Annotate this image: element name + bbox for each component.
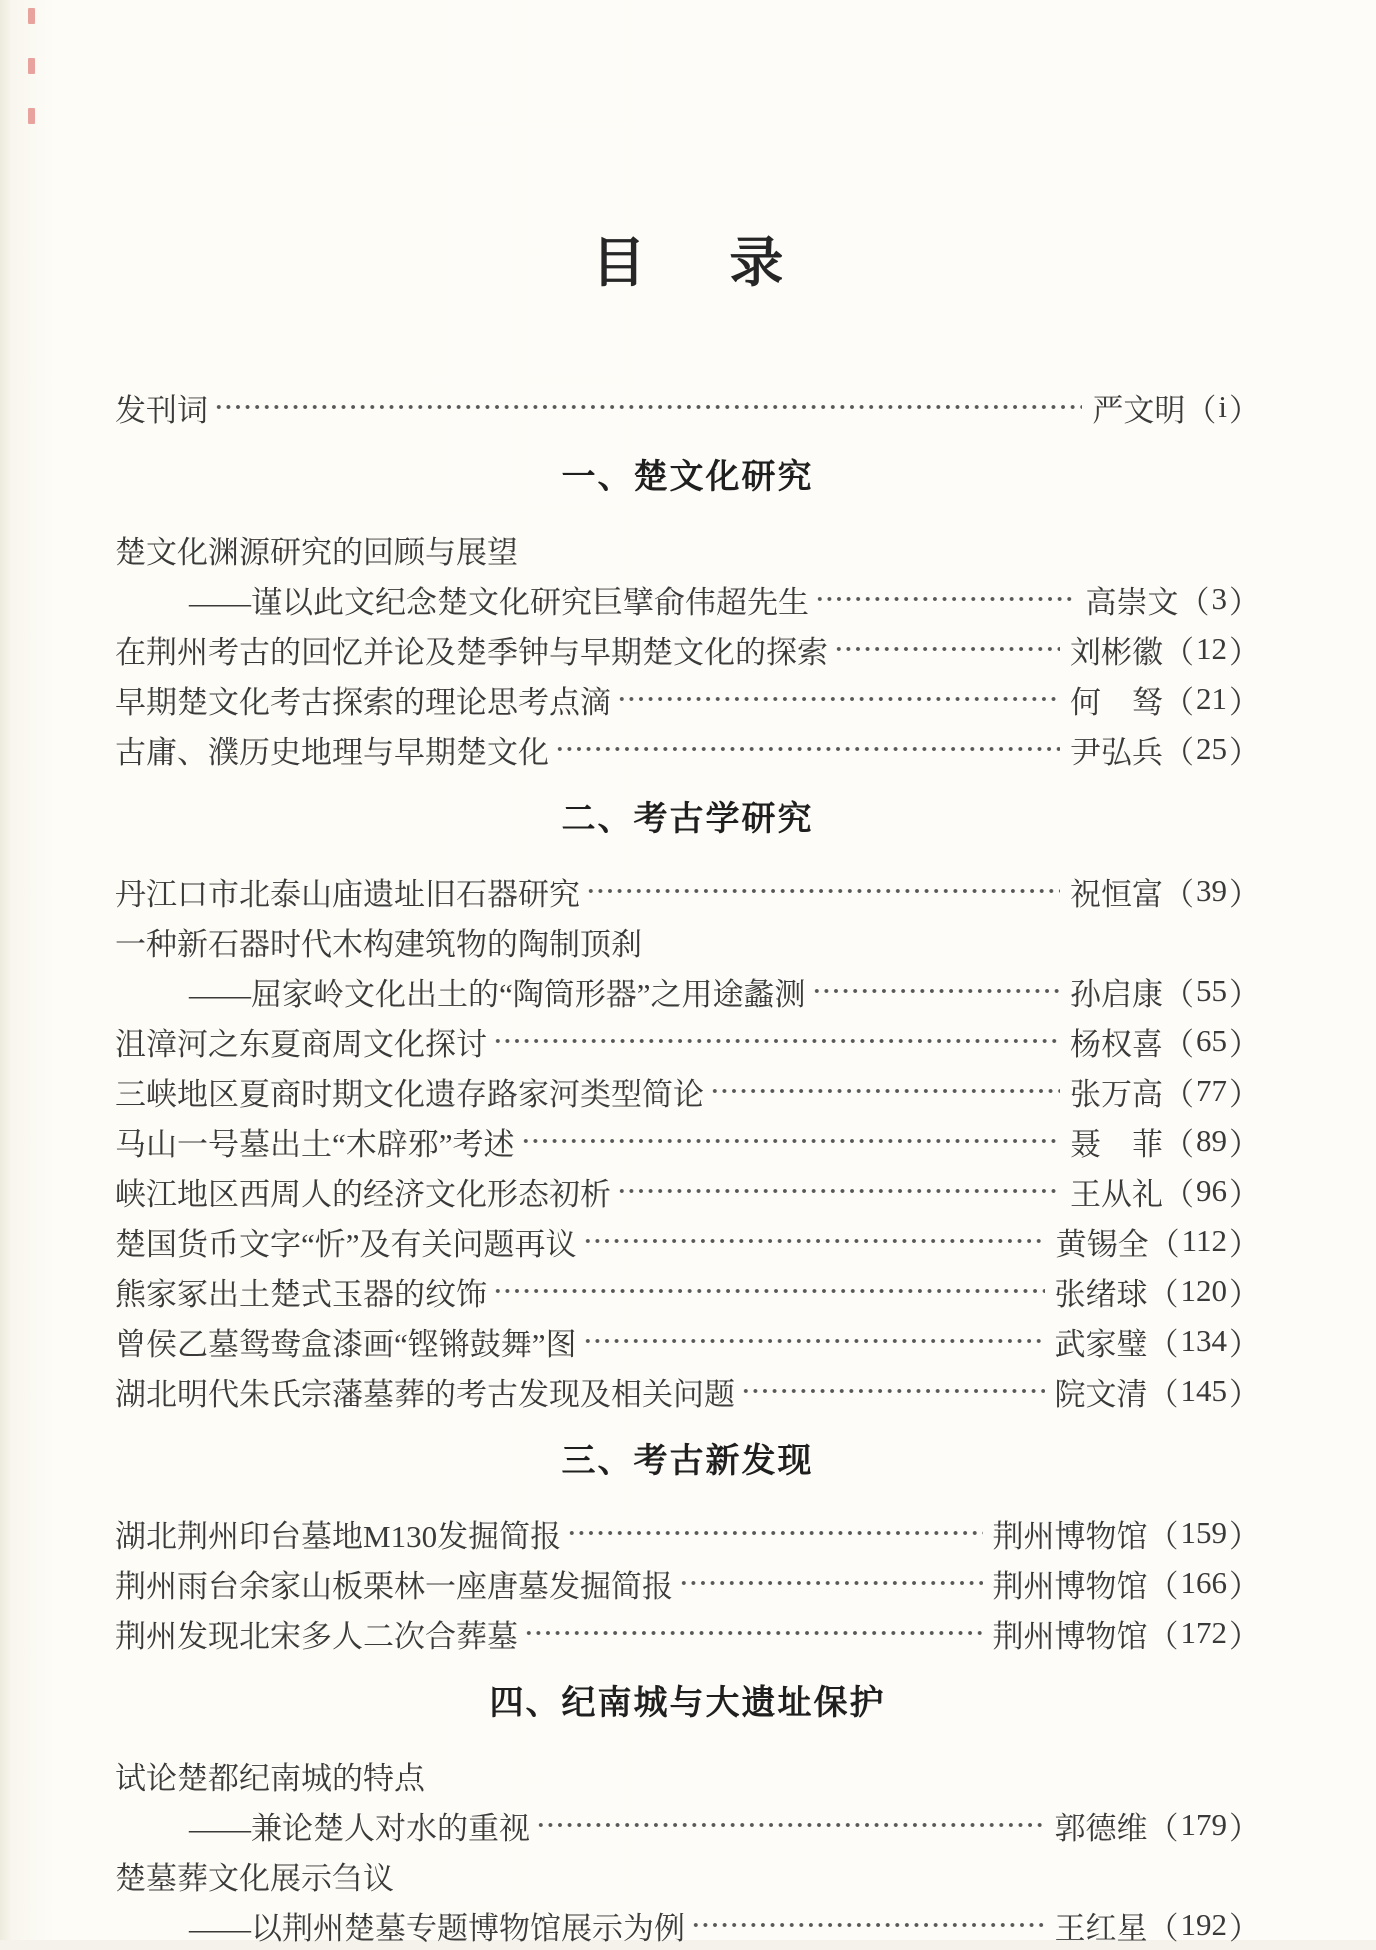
page-paren-open: （	[1185, 392, 1217, 428]
page-paren-close: ）	[1229, 876, 1260, 912]
entry-page	[1149, 1219, 1260, 1264]
entry-author: 张万高	[1070, 1076, 1163, 1112]
toc-entry	[115, 1066, 1260, 1116]
toc-entry	[115, 524, 1260, 574]
page-paren-close: ）	[1229, 1618, 1260, 1654]
entry-title: ——以荆州楚墓专题博物馆展示为例	[189, 1910, 685, 1946]
page-paren-open: （	[1163, 976, 1194, 1012]
entry-author: 院文清	[1054, 1376, 1148, 1412]
entry-author: 王从礼	[1070, 1176, 1163, 1212]
page-paren-close: ）	[1229, 1326, 1260, 1362]
entry-page	[1163, 1069, 1260, 1114]
toc-entry	[115, 1800, 1260, 1850]
dot-leader	[493, 1266, 1045, 1316]
page-paren-close: ）	[1229, 1176, 1260, 1212]
dot-leader	[214, 382, 1082, 432]
entry-author: 刘彬徽	[1070, 634, 1163, 670]
page-title: 目录	[591, 233, 868, 293]
entry-page	[1163, 969, 1260, 1014]
toc-entry	[115, 1116, 1260, 1166]
section-heading-label: 二、考古学研究	[561, 800, 814, 838]
entry-author: 孙启康	[1070, 976, 1163, 1012]
entry-title: 试论楚都纪南城的特点	[115, 1760, 425, 1796]
entry-title: 荆州雨台余家山板栗林一座唐墓发掘简报	[115, 1568, 673, 1604]
dot-leader	[521, 1116, 1060, 1166]
page-paren-open: （	[1147, 1910, 1179, 1946]
section-heading-label: 三、考古新发现	[561, 1442, 814, 1480]
entry-page-number: 159	[1180, 1515, 1227, 1550]
entry-author: 黄锡全	[1055, 1226, 1149, 1262]
page-paren-open: （	[1163, 734, 1194, 770]
entry-author: 王红星	[1054, 1910, 1148, 1946]
page-paren-open: （	[1163, 684, 1194, 720]
entry-author: 武家璧	[1054, 1326, 1148, 1362]
entry-page-number: 112	[1181, 1223, 1227, 1258]
toc-entry	[115, 624, 1260, 674]
page-paren-close: ）	[1229, 1810, 1260, 1846]
entry-author: 荆州博物馆	[992, 1568, 1148, 1604]
entry-page-number: 172	[1180, 1615, 1227, 1650]
page-paren-close: ）	[1229, 1910, 1260, 1946]
page-paren-close: ）	[1229, 1568, 1260, 1604]
toc-entry	[115, 674, 1260, 724]
page-paren-close: ）	[1229, 734, 1260, 770]
entry-title: 楚墓葬文化展示刍议	[115, 1860, 394, 1896]
entry-author: 郭德维	[1054, 1810, 1148, 1846]
entry-author: 荆州博物馆	[992, 1518, 1148, 1554]
entry-title: 一种新石器时代木构建筑物的陶制顶刹	[115, 926, 642, 962]
toc-entry	[115, 966, 1260, 1016]
entry-title: 丹江口市北泰山庙遗址旧石器研究	[115, 876, 580, 912]
entry-page	[1179, 577, 1261, 622]
entry-page	[1148, 1561, 1261, 1606]
entry-title: ——兼论楚人对水的重视	[189, 1810, 530, 1846]
page-paren-open: （	[1147, 1618, 1179, 1654]
page-paren-open: （	[1147, 1518, 1179, 1554]
page-paren-open: （	[1148, 1226, 1180, 1262]
page-paren-open: （	[1163, 1026, 1194, 1062]
entry-title: 发刊词	[115, 392, 208, 428]
entry-page-number: 55	[1196, 973, 1227, 1008]
toc-entry	[115, 1900, 1260, 1950]
page-paren-open: （	[1163, 1176, 1194, 1212]
page-paren-close: ）	[1229, 1126, 1260, 1162]
entry-author: 杨权喜	[1070, 1026, 1163, 1062]
entry-title: 湖北荆州印台墓地M130发掘简报	[115, 1518, 562, 1554]
entry-author: 聂 菲	[1070, 1126, 1163, 1162]
page-paren-close: ）	[1229, 1518, 1260, 1554]
page-paren-close: ）	[1229, 584, 1260, 620]
entry-page	[1163, 1169, 1260, 1214]
entry-page-number: 25	[1196, 731, 1227, 766]
page-paren-open: （	[1147, 1810, 1179, 1846]
toc-entry	[115, 866, 1260, 916]
toc-entry	[115, 1166, 1260, 1216]
entry-page	[1148, 1369, 1261, 1414]
page-paren-close: ）	[1229, 634, 1260, 670]
dot-leader	[691, 1900, 1045, 1950]
entry-author: 张绪球	[1054, 1276, 1148, 1312]
toc-entry	[115, 574, 1260, 624]
dot-leader	[679, 1558, 983, 1608]
page-paren-close: ）	[1229, 392, 1260, 428]
dot-leader	[710, 1066, 1060, 1116]
entry-author: 严文明	[1092, 392, 1186, 428]
page-paren-open: （	[1163, 1126, 1194, 1162]
entry-title: ——屈家岭文化出土的“陶筒形器”之用途蠡测	[189, 976, 806, 1012]
dot-leader	[586, 866, 1060, 916]
entry-page-number: 145	[1180, 1373, 1227, 1408]
page-paren-open: （	[1147, 1326, 1179, 1362]
section-heading	[115, 458, 1260, 496]
entry-page	[1163, 677, 1260, 722]
page-paren-close: ）	[1229, 1276, 1260, 1312]
entry-page	[1163, 627, 1260, 672]
entry-title: ——谨以此文纪念楚文化研究巨擘俞伟超先生	[189, 584, 809, 620]
page-paren-open: （	[1178, 584, 1210, 620]
entry-page	[1148, 1511, 1261, 1556]
toc-entry	[115, 1508, 1260, 1558]
entry-title: 在荆州考古的回忆并论及楚季钟与早期楚文化的探索	[115, 634, 828, 670]
entry-page-number: 39	[1196, 873, 1227, 908]
entry-page-number: 65	[1196, 1023, 1227, 1058]
entry-title: 曾侯乙墓鸳鸯盒漆画“铿锵鼓舞”图	[115, 1326, 577, 1362]
page-paren-close: ）	[1229, 1076, 1260, 1112]
entry-page-number: 120	[1180, 1273, 1227, 1308]
toc-entry	[115, 1266, 1260, 1316]
dot-leader	[536, 1800, 1045, 1850]
page-paren-close: ）	[1229, 684, 1260, 720]
section-heading	[115, 1684, 1260, 1722]
entry-page-number: 89	[1196, 1123, 1227, 1158]
entry-page-number: 166	[1180, 1565, 1227, 1600]
dot-leader	[493, 1016, 1060, 1066]
page-paren-open: （	[1147, 1276, 1179, 1312]
dot-leader	[741, 1366, 1045, 1416]
page-paren-open: （	[1163, 876, 1194, 912]
page-paren-close: ）	[1229, 1226, 1260, 1262]
dot-leader	[617, 1166, 1060, 1216]
dot-leader	[524, 1608, 983, 1658]
entry-title: 荆州发现北宋多人二次合葬墓	[115, 1618, 518, 1654]
toc-entry	[115, 724, 1260, 774]
entry-page-number: 3	[1211, 581, 1227, 616]
entry-title: 早期楚文化考古探索的理论思考点滴	[115, 684, 611, 720]
entry-page-number: 21	[1196, 681, 1227, 716]
dot-leader	[567, 1508, 982, 1558]
entry-title: 三峡地区夏商时期文化遗存路家河类型简论	[115, 1076, 704, 1112]
entry-title: 湖北明代朱氏宗藩墓葬的考古发现及相关问题	[115, 1376, 735, 1412]
toc-entry	[115, 1850, 1260, 1900]
toc-entry	[115, 1750, 1260, 1800]
entry-page-number: 192	[1180, 1907, 1227, 1942]
dot-leader	[815, 574, 1076, 624]
dot-leader	[555, 724, 1060, 774]
entry-author: 尹弘兵	[1070, 734, 1163, 770]
toc-entry	[115, 1016, 1260, 1066]
entry-page	[1163, 1119, 1260, 1164]
page-paren-close: ）	[1229, 1026, 1260, 1062]
toc-entry	[115, 1366, 1260, 1416]
dot-leader	[583, 1216, 1046, 1266]
entry-page	[1163, 869, 1260, 914]
entry-page	[1185, 385, 1260, 430]
entry-title: 峡江地区西周人的经济文化形态初析	[115, 1176, 611, 1212]
page-content	[115, 0, 1260, 1950]
entry-page	[1163, 727, 1260, 772]
entry-page	[1148, 1803, 1261, 1848]
page-paren-close: ）	[1229, 976, 1260, 1012]
entry-title: 楚国货币文字“忻”及有关问题再议	[115, 1226, 577, 1262]
entry-page-number: i	[1218, 389, 1227, 424]
toc-entry	[115, 1558, 1260, 1608]
dot-leader	[617, 674, 1060, 724]
section-heading-label: 四、纪南城与大遗址保护	[489, 1684, 886, 1722]
entry-page-number: 179	[1180, 1807, 1227, 1842]
entry-page-number: 12	[1196, 631, 1227, 666]
toc-entry	[115, 1216, 1260, 1266]
toc-entry	[115, 1316, 1260, 1366]
entry-title: 楚文化渊源研究的回顾与展望	[115, 534, 518, 570]
entry-page-number: 134	[1180, 1323, 1227, 1358]
entry-author: 何 驽	[1070, 684, 1163, 720]
entry-title: 熊家冢出土楚式玉器的纹饰	[115, 1276, 487, 1312]
dot-leader	[812, 966, 1060, 1016]
scan-edge-mark	[28, 108, 35, 124]
toc-entry	[115, 1608, 1260, 1658]
section-heading	[115, 800, 1260, 838]
entry-author: 祝恒富	[1070, 876, 1163, 912]
entry-author: 高崇文	[1085, 584, 1179, 620]
page-paren-open: （	[1147, 1376, 1179, 1412]
toc-entry	[115, 916, 1260, 966]
entry-page	[1148, 1611, 1261, 1656]
entry-title: 马山一号墓出土“木辟邪”考述	[115, 1126, 515, 1162]
entry-page-number: 77	[1196, 1073, 1227, 1108]
toc-list	[115, 382, 1260, 1950]
entry-title: 古庸、濮历史地理与早期楚文化	[115, 734, 549, 770]
scan-edge-mark	[28, 8, 35, 24]
entry-title: 沮漳河之东夏商周文化探讨	[115, 1026, 487, 1062]
entry-page	[1148, 1319, 1261, 1364]
page-paren-open: （	[1147, 1568, 1179, 1604]
toc-entry	[115, 382, 1260, 432]
entry-page	[1148, 1903, 1261, 1948]
dot-leader	[834, 624, 1060, 674]
section-heading	[115, 1442, 1260, 1480]
section-heading-label: 一、楚文化研究	[561, 458, 814, 496]
dot-leader	[583, 1316, 1045, 1366]
entry-author: 荆州博物馆	[992, 1618, 1148, 1654]
scan-edge-mark	[28, 58, 35, 74]
page-paren-open: （	[1163, 634, 1194, 670]
entry-page	[1163, 1019, 1260, 1064]
entry-page	[1148, 1269, 1261, 1314]
entry-page-number: 96	[1196, 1173, 1227, 1208]
page-paren-close: ）	[1229, 1376, 1260, 1412]
page-paren-open: （	[1163, 1076, 1194, 1112]
